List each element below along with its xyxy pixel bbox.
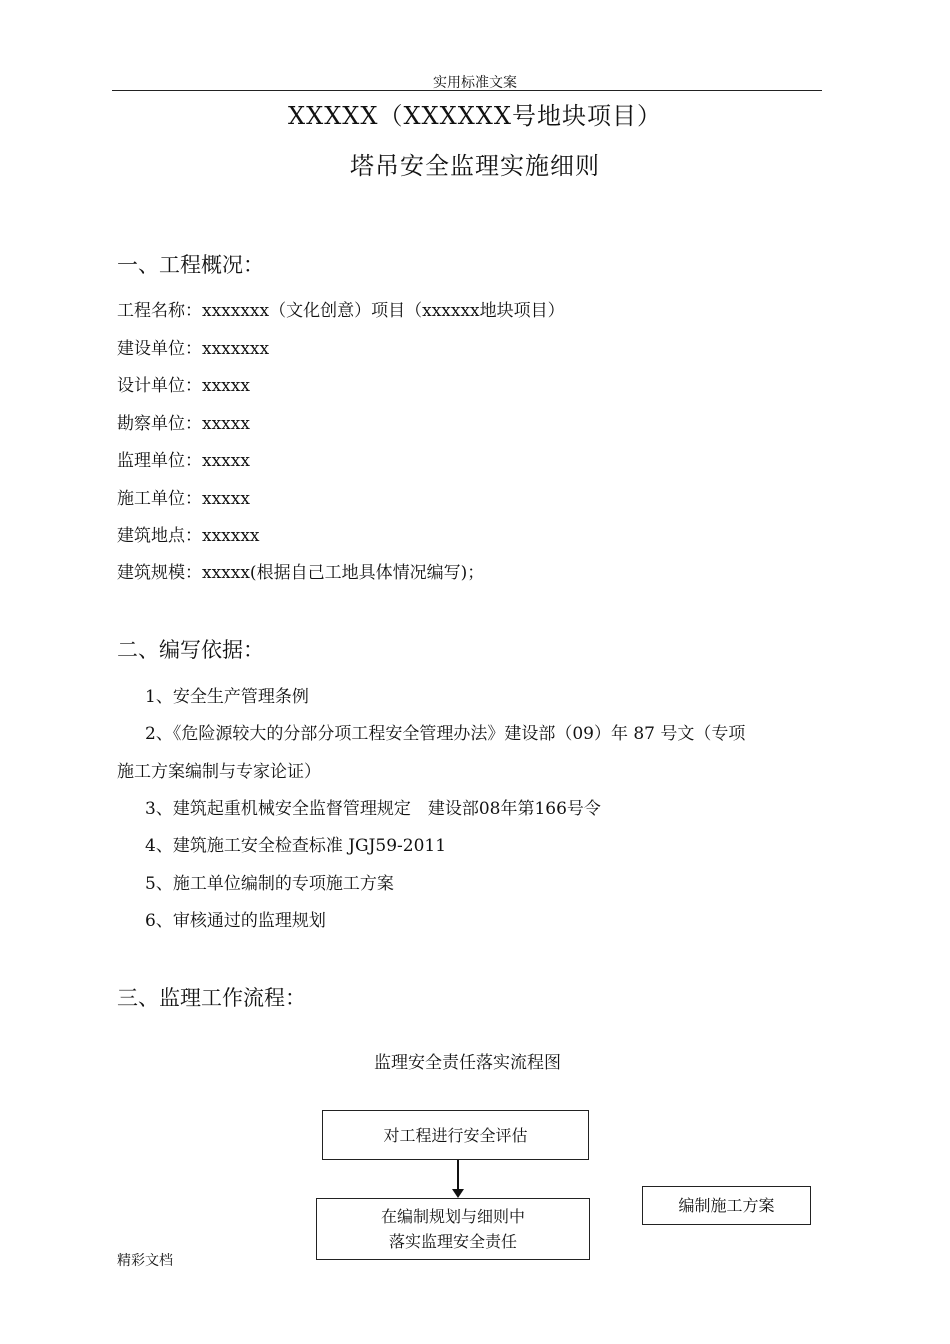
building-scale-row: 建筑规模：xxxxx(根据自己工地具体情况编写)； (117, 563, 485, 583)
flowchart-box-safety-assessment-label: 对工程进行安全评估 (383, 1125, 528, 1145)
flowchart-box-implement-responsibility-line-1: 在编制规划与细则中 (380, 1207, 525, 1226)
header-rule (112, 90, 822, 91)
page-header: 实用标准文案 (433, 75, 517, 91)
basis-item-2: 2、《危险源较大的分部分项工程安全管理办法》建设部（09）年 87 号文（专项 (145, 724, 746, 744)
document-title-line-2: 塔吊安全监理实施细则 (350, 152, 600, 180)
basis-item-4: 4、建筑施工安全检查标准 JGJ59-2011 (145, 836, 447, 856)
section-1-heading: 一、工程概况： (117, 253, 264, 277)
document-title-line-1: XXXXX（XXXXXX号地块项目） (288, 102, 662, 130)
design-unit-row: 设计单位：xxxxx (117, 376, 250, 396)
page-footer: 精彩文档 (117, 1253, 173, 1269)
supervision-unit-row: 监理单位：xxxxx (117, 451, 250, 471)
basis-item-3: 3、建筑起重机械安全监督管理规定 建设部08年第166号令 (145, 799, 601, 819)
flowchart-arrow (448, 1160, 468, 1200)
building-site-row: 建筑地点：xxxxxx (117, 526, 260, 546)
section-2-heading: 二、编写依据： (117, 638, 264, 662)
flowchart-box-construction-plan-label: 编制施工方案 (678, 1196, 775, 1215)
basis-item-5: 5、施工单位编制的专项施工方案 (145, 874, 394, 894)
flowchart-box-implement-responsibility-line-2: 落实监理安全责任 (388, 1232, 517, 1251)
flowchart-box-construction-plan (642, 1186, 811, 1225)
basis-item-6: 6、审核通过的监理规划 (145, 911, 326, 931)
builder-unit-row: 建设单位：xxxxxxx (117, 339, 270, 359)
flowchart-box-safety-assessment (322, 1110, 589, 1160)
flowchart-title: 监理安全责任落实流程图 (374, 1053, 561, 1073)
basis-item-2-continued: 施工方案编制与专家论证） (117, 762, 321, 782)
project-name-row: 工程名称：xxxxxxx（文化创意）项目（xxxxxx地块项目） (117, 301, 565, 321)
survey-unit-row: 勘察单位：xxxxx (117, 414, 250, 434)
flowchart-box-implement-responsibility (316, 1198, 590, 1260)
section-3-heading: 三、监理工作流程： (117, 986, 306, 1010)
basis-item-1: 1、安全生产管理条例 (145, 687, 309, 707)
construction-unit-row: 施工单位：xxxxx (117, 489, 250, 509)
